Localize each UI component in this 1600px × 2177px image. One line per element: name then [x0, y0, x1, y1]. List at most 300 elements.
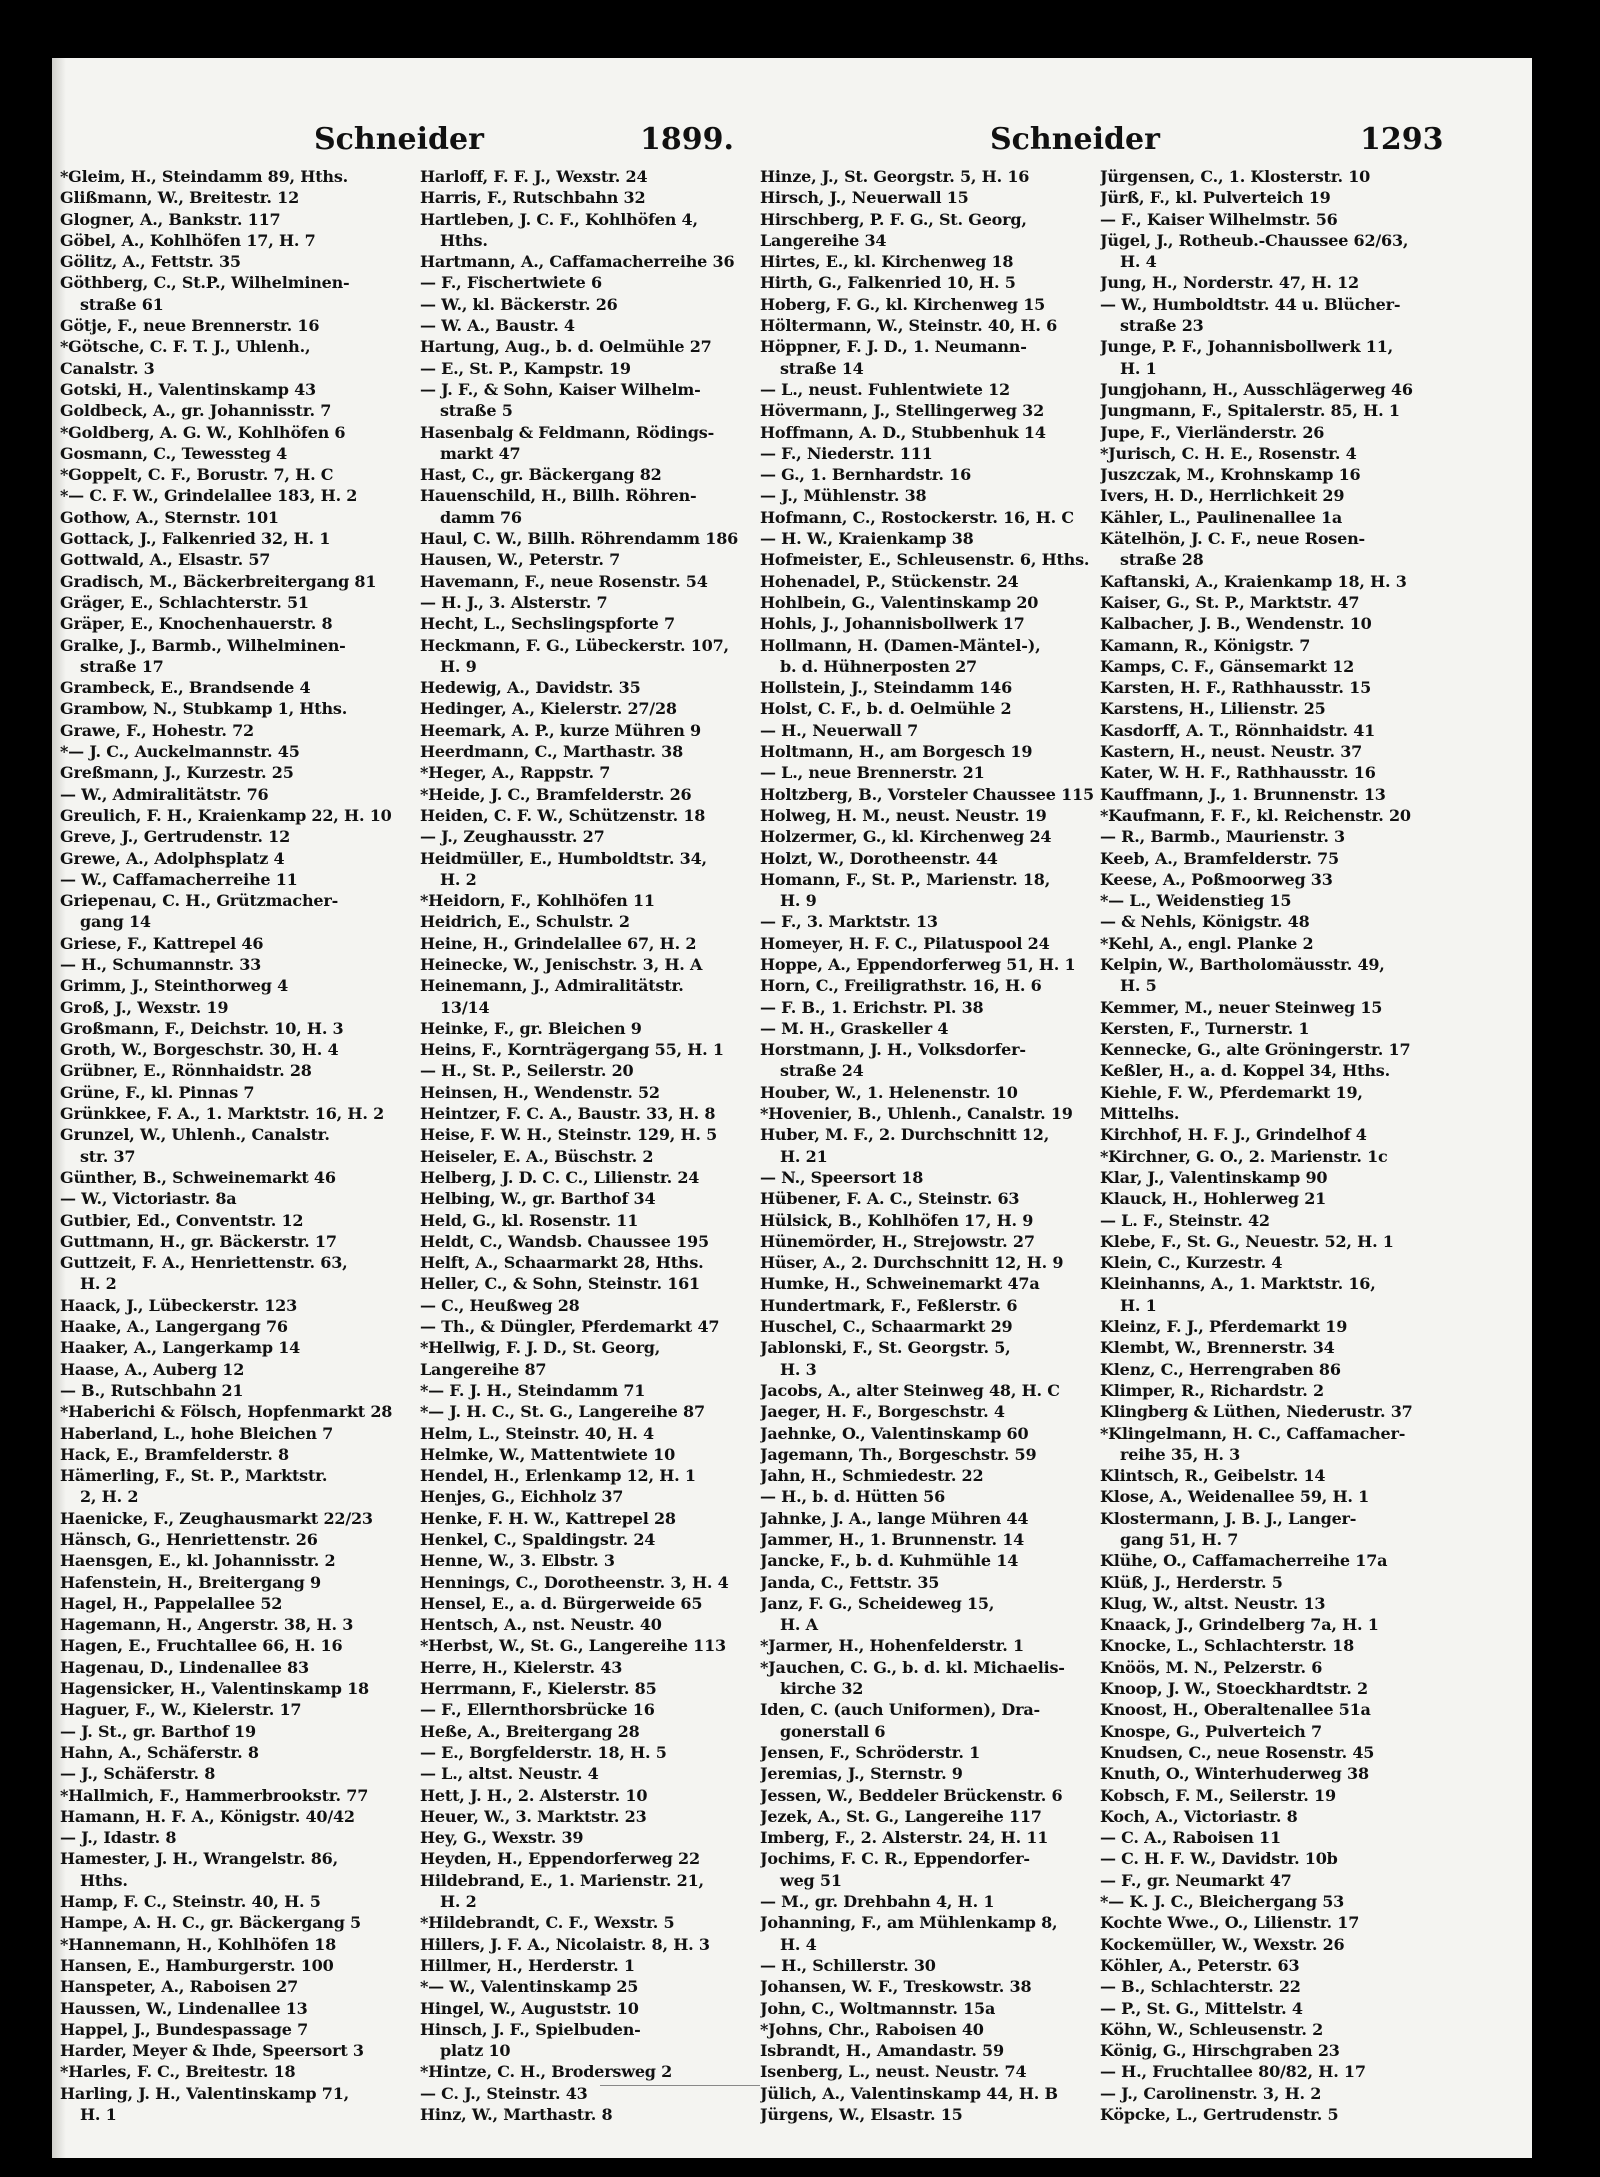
directory-entry: — N., Speersort 18 — [760, 1167, 924, 1187]
directory-entry: Grimm, J., Steinthorweg 4 — [60, 976, 289, 996]
directory-entry: Gräper, E., Knochenhauerstr. 8 — [60, 614, 333, 634]
directory-entry: — G., 1. Bernhardstr. 16 — [760, 465, 971, 485]
directory-entry: — W., Victoriastr. 8a — [60, 1189, 237, 1209]
directory-entry: Gräger, E., Schlachterstr. 51 — [60, 592, 309, 612]
directory-entry: Haack, J., Lübeckerstr. 123 — [60, 1295, 298, 1315]
directory-entry: Harloff, F. F. J., Wexstr. 24 — [420, 167, 648, 186]
directory-entry: Held, G., kl. Rosenstr. 11 — [420, 1210, 639, 1230]
directory-entry: *— L., Weidenstieg 15 — [1100, 891, 1292, 911]
directory-entry: — L., neue Brennerstr. 21 — [760, 763, 985, 783]
directory-entry: H. 2 — [440, 1892, 477, 1912]
directory-entry: Herre, H., Kielerstr. 43 — [420, 1657, 623, 1677]
directory-entry: — C. A., Raboisen 11 — [1100, 1828, 1281, 1848]
directory-entry: *Jarmer, H., Hohenfelderstr. 1 — [760, 1636, 1024, 1656]
directory-entry: Greßmann, J., Kurzestr. 25 — [60, 763, 294, 783]
directory-entry: Heinsen, H., Wendenstr. 52 — [420, 1082, 660, 1102]
directory-entry: Jürgens, W., Elsastr. 15 — [760, 2105, 963, 2125]
directory-entry: H. 2 — [440, 869, 477, 889]
directory-entry: Hinz, W., Marthastr. 8 — [420, 2105, 613, 2125]
directory-entry: Klein, C., Kurzestr. 4 — [1100, 1253, 1283, 1273]
page-header — [60, 122, 1530, 172]
directory-entry: *Haberichi & Fölsch, Hopfenmarkt 28 — [60, 1402, 393, 1422]
directory-entry: Haensgen, E., kl. Johannisstr. 2 — [60, 1551, 336, 1571]
directory-entry: Hofmeister, E., Schleusenstr. 6, Hths. — [760, 550, 1090, 570]
directory-column-4 — [1100, 166, 1440, 2125]
directory-column-2 — [420, 166, 760, 2125]
directory-entry: Hirsch, J., Neuerwall 15 — [760, 188, 969, 208]
directory-entry: Klimper, R., Richardstr. 2 — [1100, 1380, 1324, 1400]
directory-entry: — F. B., 1. Erichstr. Pl. 38 — [760, 997, 984, 1017]
directory-entry: str. 37 — [80, 1146, 136, 1166]
directory-entry: Glogner, A., Bankstr. 117 — [60, 209, 281, 229]
directory-entry: Göthberg, C., St.P., Wilhelminen- — [60, 273, 350, 293]
directory-entry: Mittelhs. — [1100, 1104, 1180, 1124]
directory-entry: Kochte Wwe., O., Lilienstr. 17 — [1100, 1913, 1360, 1933]
directory-entry: Klauck, H., Hohlerweg 21 — [1100, 1189, 1327, 1209]
directory-entry: *Jauchen, C. G., b. d. kl. Michaelis- — [760, 1657, 1065, 1677]
directory-entry: Herrmann, F., Kielerstr. 85 — [420, 1679, 657, 1699]
directory-entry: Hartung, Aug., b. d. Oelmühle 27 — [420, 337, 712, 357]
directory-entry: *Klingelmann, H. C., Caffamacher- — [1100, 1423, 1406, 1443]
directory-entry: — C. H. F. W., Davidstr. 10b — [1100, 1849, 1338, 1869]
directory-entry: Knudsen, C., neue Rosenstr. 45 — [1100, 1742, 1375, 1762]
directory-entry: Höltermann, W., Steinstr. 40, H. 6 — [760, 316, 1058, 336]
directory-entry: Haake, A., Langergang 76 — [60, 1317, 288, 1337]
directory-entry: Hamester, J. H., Wrangelstr. 86, — [60, 1849, 338, 1869]
directory-entry: — H., Schumannstr. 33 — [60, 954, 262, 974]
directory-entry: — & Nehls, Königstr. 48 — [1100, 912, 1310, 932]
directory-entry: Happel, J., Bundespassage 7 — [60, 2019, 309, 2039]
directory-entry: Helft, A., Schaarmarkt 28, Hths. — [420, 1253, 704, 1273]
directory-entry: Hamann, H. F. A., Königstr. 40/42 — [60, 1806, 355, 1826]
directory-entry: Hünemörder, H., Strejowstr. 27 — [760, 1231, 1035, 1251]
directory-entry: Kastern, H., neust. Neustr. 37 — [1100, 742, 1363, 762]
directory-entry: Kätelhön, J. C. F., neue Rosen- — [1100, 529, 1365, 549]
directory-entry: Hartmann, A., Caffamacherreihe 36 — [420, 252, 735, 272]
header-page-number: 1293 — [1360, 122, 1444, 157]
directory-entry: Haase, A., Auberg 12 — [60, 1359, 245, 1379]
directory-entry: Isenberg, L., neust. Neustr. 74 — [760, 2062, 1027, 2082]
directory-entry: Gutbier, Ed., Conventstr. 12 — [60, 1210, 304, 1230]
directory-entry: Jeremias, J., Sternstr. 9 — [760, 1764, 963, 1784]
directory-entry: Goldbeck, A., gr. Johannisstr. 7 — [60, 401, 332, 421]
directory-entry: Homeyer, H. F. C., Pilatuspool 24 — [760, 933, 1050, 953]
directory-entry: straße 14 — [780, 358, 864, 378]
directory-entry: Kobsch, F. M., Seilerstr. 19 — [1100, 1785, 1336, 1805]
directory-entry: Huschel, C., Schaarmarkt 29 — [760, 1317, 1013, 1337]
directory-entry: H. 1 — [1120, 358, 1157, 378]
directory-entry: *Goppelt, C. F., Borustr. 7, H. C — [60, 465, 334, 485]
directory-entry: Langereihe 87 — [420, 1359, 547, 1379]
directory-entry: H. 4 — [780, 1934, 817, 1954]
directory-entry: H. 5 — [1120, 976, 1157, 996]
directory-entry: Hinsch, J. F., Spielbuden- — [420, 2019, 641, 2039]
directory-entry: Homann, F., St. P., Marienstr. 18, — [760, 869, 1051, 889]
directory-entry: Hennings, C., Dorotheenstr. 3, H. 4 — [420, 1572, 729, 1592]
directory-entry: — P., St. G., Mittelstr. 4 — [1100, 1998, 1303, 2018]
directory-entry: — B., Schlachterstr. 22 — [1100, 1977, 1301, 1997]
directory-entry: *Johns, Chr., Raboisen 40 — [760, 2019, 984, 2039]
directory-entry: Johansen, W. F., Treskowstr. 38 — [760, 1977, 1032, 1997]
directory-entry: Jupe, F., Vierländerstr. 26 — [1100, 422, 1325, 442]
directory-entry: Kennecke, G., alte Gröningerstr. 17 — [1100, 1040, 1411, 1060]
directory-entry: Karsten, H. F., Rathhausstr. 15 — [1100, 678, 1372, 698]
directory-entry: Janda, C., Fettstr. 35 — [760, 1572, 940, 1592]
directory-entry: Groth, W., Borgeschstr. 30, H. 4 — [60, 1040, 339, 1060]
directory-entry: — W., Admiralitätstr. 76 — [60, 784, 269, 804]
directory-entry: Hövermann, J., Stellingerweg 32 — [760, 401, 1045, 421]
directory-entry: H. 1 — [1120, 1295, 1157, 1315]
directory-entry: Gradisch, M., Bäckerbreitergang 81 — [60, 571, 377, 591]
directory-entry: straße 61 — [80, 294, 164, 314]
directory-entry: — F., Fischertwiete 6 — [420, 273, 602, 293]
directory-entry: Jungmann, F., Spitalerstr. 85, H. 1 — [1100, 401, 1400, 421]
directory-entry: — M., gr. Drehbahn 4, H. 1 — [760, 1892, 995, 1912]
directory-entry: *Hovenier, B., Uhlenh., Canalstr. 19 — [760, 1104, 1073, 1124]
directory-entry: *Kaufmann, F. F., kl. Reichenstr. 20 — [1100, 805, 1411, 825]
directory-entry: damm 76 — [440, 507, 522, 527]
directory-entry: Hack, E., Bramfelderstr. 8 — [60, 1444, 289, 1464]
directory-entry: Hedinger, A., Kielerstr. 27/28 — [420, 699, 677, 719]
directory-entry: Kähler, L., Paulinenallee 1a — [1100, 507, 1343, 527]
directory-entry: — F., 3. Marktstr. 13 — [760, 912, 938, 932]
directory-entry: Hahn, A., Schäferstr. 8 — [60, 1742, 259, 1762]
directory-entry: Canalstr. 3 — [60, 358, 155, 378]
directory-entry: — C. J., Steinstr. 43 — [420, 2083, 588, 2103]
directory-entry: — J. F., & Sohn, Kaiser Wilhelm- — [420, 379, 701, 399]
directory-entry: Grünkkee, F. A., 1. Marktstr. 16, H. 2 — [60, 1104, 385, 1124]
directory-entry: — M. H., Graskeller 4 — [760, 1018, 949, 1038]
directory-entry: Heins, F., Kornträgergang 55, H. 1 — [420, 1040, 724, 1060]
directory-entry: — F., gr. Neumarkt 47 — [1100, 1870, 1292, 1890]
directory-entry: Holzt, W., Dorotheenstr. 44 — [760, 848, 998, 868]
directory-entry: Havemann, F., neue Rosenstr. 54 — [420, 571, 708, 591]
directory-entry: Isbrandt, H., Amandastr. 59 — [760, 2041, 1004, 2061]
directory-entry: Hollmann, H. (Damen-Mäntel-), — [760, 635, 1041, 655]
directory-entry: Kockemüller, W., Wexstr. 26 — [1100, 1934, 1345, 1954]
directory-entry: straße 23 — [1120, 316, 1204, 336]
directory-entry: *— C. F. W., Grindelallee 183, H. 2 — [60, 486, 358, 506]
directory-entry: H. 1 — [80, 2105, 117, 2125]
directory-entry: — W. A., Baustr. 4 — [420, 316, 575, 336]
directory-entry: *Hallmich, F., Hammerbrookstr. 77 — [60, 1785, 369, 1805]
directory-entry: Juszczak, M., Krohnskamp 16 — [1100, 465, 1361, 485]
directory-entry: Haberland, L., hohe Bleichen 7 — [60, 1423, 334, 1443]
directory-entry: *Herbst, W., St. G., Langereihe 113 — [420, 1636, 726, 1656]
directory-entry: Helm, L., Steinstr. 40, H. 4 — [420, 1423, 654, 1443]
directory-entry: Heintzer, F. C. A., Baustr. 33, H. 8 — [420, 1104, 716, 1124]
directory-entry: Göbel, A., Kohlhöfen 17, H. 7 — [60, 230, 316, 250]
directory-entry: Grambow, N., Stubkamp 1, Hths. — [60, 699, 348, 719]
directory-entry: Klebe, F., St. G., Neuestr. 52, H. 1 — [1100, 1231, 1394, 1251]
footer-rule — [600, 2085, 760, 2086]
directory-entry: *Kehl, A., engl. Planke 2 — [1100, 933, 1314, 953]
directory-entry: Horstmann, J. H., Volksdorfer- — [760, 1040, 1026, 1060]
directory-entry: H. A — [780, 1615, 818, 1635]
directory-column-1 — [60, 166, 400, 2125]
directory-entry: Janz, F. G., Scheideweg 15, — [760, 1593, 995, 1613]
directory-entry: Heinke, F., gr. Bleichen 9 — [420, 1018, 642, 1038]
directory-entry: *— J. C., Auckelmannstr. 45 — [60, 742, 300, 762]
directory-entry: Gottack, J., Falkenried 32, H. 1 — [60, 529, 331, 549]
directory-entry: Jablonski, F., St. Georgstr. 5, — [760, 1338, 1011, 1358]
directory-entry: Hagenau, D., Lindenallee 83 — [60, 1657, 309, 1677]
directory-entry: b. d. Hühnerposten 27 — [780, 656, 977, 676]
directory-entry: — L. F., Steinstr. 42 — [1100, 1210, 1270, 1230]
directory-entry: Heckmann, F. G., Lübeckerstr. 107, — [420, 635, 729, 655]
directory-entry: Heerdmann, C., Marthastr. 38 — [420, 742, 684, 762]
directory-entry: Hildebrand, E., 1. Marienstr. 21, — [420, 1870, 704, 1890]
directory-entry: Höppner, F. J. D., 1. Neumann- — [760, 337, 1027, 357]
directory-entry: 2, H. 2 — [80, 1487, 139, 1507]
directory-entry: — L., altst. Neustr. 4 — [420, 1764, 599, 1784]
directory-entry: H. 9 — [780, 891, 817, 911]
directory-entry: Hoppe, A., Eppendorferweg 51, H. 1 — [760, 954, 1076, 974]
directory-entry: gang 51, H. 7 — [1120, 1530, 1239, 1549]
directory-entry: Grambeck, E., Brandsende 4 — [60, 678, 311, 698]
directory-entry: Klenz, C., Herrengraben 86 — [1100, 1359, 1341, 1379]
directory-entry: Hamp, F. C., Steinstr. 40, H. 5 — [60, 1892, 321, 1912]
directory-entry: — J., Idastr. 8 — [60, 1828, 177, 1848]
directory-entry: — C., Heußweg 28 — [420, 1295, 580, 1315]
directory-entry: Jagemann, Th., Borgeschstr. 59 — [760, 1444, 1037, 1464]
directory-entry: Kleinhanns, A., 1. Marktstr. 16, — [1100, 1274, 1376, 1294]
directory-entry: Holtmann, H., am Borgesch 19 — [760, 742, 1033, 762]
directory-entry: Jancke, F., b. d. Kuhmühle 14 — [760, 1551, 1019, 1571]
directory-entry: Keßler, H., a. d. Koppel 34, Hths. — [1100, 1061, 1390, 1081]
directory-entry: Hillmer, H., Herderstr. 1 — [420, 1955, 635, 1975]
directory-entry: Hey, G., Wexstr. 39 — [420, 1828, 584, 1848]
directory-entry: Hasenbalg & Feldmann, Rödings- — [420, 422, 715, 442]
directory-entry: Helmke, W., Mattentwiete 10 — [420, 1444, 675, 1464]
directory-entry: Griepenau, C. H., Grützmacher- — [60, 891, 339, 911]
directory-entry: Jensen, F., Schröderstr. 1 — [760, 1742, 981, 1762]
directory-entry: straße 5 — [440, 401, 513, 421]
directory-entry: Klembt, W., Brennerstr. 34 — [1100, 1338, 1335, 1358]
directory-entry: Götje, F., neue Brennerstr. 16 — [60, 316, 320, 336]
directory-entry: Heuer, W., 3. Marktstr. 23 — [420, 1806, 647, 1826]
directory-entry: Hafenstein, H., Breitergang 9 — [60, 1572, 321, 1592]
directory-entry: Hollstein, J., Steindamm 146 — [760, 678, 1013, 698]
directory-entry: Klar, J., Valentinskamp 90 — [1100, 1167, 1328, 1187]
directory-entry: Hanspeter, A., Raboisen 27 — [60, 1977, 299, 1997]
directory-entry: straße 28 — [1120, 550, 1204, 570]
directory-column-3 — [760, 166, 1100, 2125]
directory-entry: Klug, W., altst. Neustr. 13 — [1100, 1593, 1326, 1613]
directory-entry: Hinze, J., St. Georgstr. 5, H. 16 — [760, 167, 1030, 186]
directory-entry: Grübner, E., Rönnhaidstr. 28 — [60, 1061, 312, 1081]
directory-entry: *— F. J. H., Steindamm 71 — [420, 1380, 646, 1400]
directory-entry: Knoop, J. W., Stoeckhardtstr. 2 — [1100, 1679, 1368, 1699]
directory-entry: Hundertmark, F., Feßlerstr. 6 — [760, 1295, 1018, 1315]
directory-entry: *Heidorn, F., Kohlhöfen 11 — [420, 891, 655, 911]
directory-entry: — F., Kaiser Wilhelmstr. 56 — [1100, 209, 1338, 229]
directory-entry: Großmann, F., Deichstr. 10, H. 3 — [60, 1018, 344, 1038]
directory-entry: Holweg, H. M., neust. Neustr. 19 — [760, 805, 1047, 825]
directory-entry: *Hintze, C. H., Brodersweg 2 — [420, 2062, 673, 2082]
directory-entry: H. 21 — [780, 1146, 828, 1166]
directory-entry: Knospe, G., Pulverteich 7 — [1100, 1721, 1322, 1741]
directory-entry: — J., Mühlenstr. 38 — [760, 486, 927, 506]
directory-entry: Hett, J. H., 2. Alsterstr. 10 — [420, 1785, 648, 1805]
directory-entry: Hauenschild, H., Billh. Röhren- — [420, 486, 697, 506]
directory-entry: Johanning, F., am Mühlenkamp 8, — [760, 1913, 1058, 1933]
directory-entry: Jungjohann, H., Ausschlägerweg 46 — [1100, 379, 1413, 399]
directory-entry: Hirschberg, P. F. G., St. Georg, — [760, 209, 1027, 229]
directory-entry: Heemark, A. P., kurze Mühren 9 — [420, 720, 701, 740]
directory-entry: Jügel, J., Rotheub.-Chaussee 62/63, — [1100, 230, 1409, 250]
directory-entry: Henke, F. H. W., Kattrepel 28 — [420, 1508, 676, 1528]
header-left-title: Schneider — [314, 122, 484, 157]
directory-entry: Hartleben, J. C. F., Kohlhöfen 4, — [420, 209, 698, 229]
directory-entry: Gotski, H., Valentinskamp 43 — [60, 379, 316, 399]
directory-entry: Kauffmann, J., 1. Brunnenstr. 13 — [1100, 784, 1386, 804]
directory-entry: Hths. — [80, 1870, 128, 1890]
directory-entry: — W., Humboldtstr. 44 u. Blücher- — [1100, 294, 1401, 314]
directory-entry: Jammer, H., 1. Brunnenstr. 14 — [760, 1530, 1025, 1549]
directory-entry: H. 3 — [780, 1359, 817, 1379]
directory-entry: Heine, H., Grindelallee 67, H. 2 — [420, 933, 697, 953]
directory-entry: Koch, A., Victoriastr. 8 — [1100, 1806, 1298, 1826]
directory-entry: Hentsch, A., nst. Neustr. 40 — [420, 1615, 662, 1635]
directory-entry: Köhler, A., Peterstr. 63 — [1100, 1955, 1300, 1975]
directory-entry: gang 14 — [80, 912, 151, 932]
directory-entry: Hohenadel, P., Stückenstr. 24 — [760, 571, 1019, 591]
directory-entry: Hoberg, F. G., kl. Kirchenweg 15 — [760, 294, 1046, 314]
directory-entry: straße 24 — [780, 1061, 864, 1081]
directory-entry: Jaeger, H. F., Borgeschstr. 4 — [760, 1402, 1005, 1422]
directory-entry: Hofmann, C., Rostockerstr. 16, H. C — [760, 507, 1074, 527]
directory-entry: Hingel, W., Auguststr. 10 — [420, 1998, 639, 2018]
directory-entry: *— J. H. C., St. G., Langereihe 87 — [420, 1402, 705, 1422]
directory-entry: Harder, Meyer & Ihde, Speersort 3 — [60, 2041, 364, 2061]
directory-entry: Kalbacher, J. B., Wendenstr. 10 — [1100, 614, 1372, 634]
directory-entry: Helbing, W., gr. Barthof 34 — [420, 1189, 656, 1209]
directory-entry: Kaiser, G., St. P., Marktstr. 47 — [1100, 592, 1360, 612]
directory-entry: Jezek, A., St. G., Langereihe 117 — [760, 1806, 1042, 1826]
directory-entry: — H., St. P., Seilerstr. 20 — [420, 1061, 634, 1081]
directory-entry: Jahnke, J. A., lange Mühren 44 — [760, 1508, 1029, 1528]
directory-entry: Knuth, O., Winterhuderweg 38 — [1100, 1764, 1369, 1784]
directory-entry: — B., Rutschbahn 21 — [60, 1380, 244, 1400]
directory-entry: — J., Schäferstr. 8 — [60, 1764, 216, 1784]
directory-entry: Ivers, H. D., Herrlichkeit 29 — [1100, 486, 1345, 506]
directory-entry: Hirtes, E., kl. Kirchenweg 18 — [760, 252, 1014, 272]
directory-entry: *— K. J. C., Bleichergang 53 — [1100, 1892, 1345, 1912]
directory-entry: Hülsick, B., Kohlhöfen 17, H. 9 — [760, 1210, 1034, 1230]
directory-entry: Hendel, H., Erlenkamp 12, H. 1 — [420, 1466, 696, 1486]
directory-entry: Jürgensen, C., 1. Klosterstr. 10 — [1100, 167, 1371, 186]
directory-entry: 13/14 — [440, 997, 490, 1017]
directory-entry: Haaker, A., Langerkamp 14 — [60, 1338, 301, 1358]
directory-entry: Grunzel, W., Uhlenh., Canalstr. — [60, 1125, 330, 1145]
directory-entry: — H., b. d. Hütten 56 — [760, 1487, 946, 1507]
directory-entry: Holtzberg, B., Vorsteler Chaussee 115 — [760, 784, 1094, 804]
directory-entry: Hohlbein, G., Valentinskamp 20 — [760, 592, 1039, 612]
directory-entry: Grüne, F., kl. Pinnas 7 — [60, 1082, 255, 1102]
directory-entry: Gralke, J., Barmb., Wilhelminen- — [60, 635, 346, 655]
directory-entry: — H., Fruchtallee 80/82, H. 17 — [1100, 2062, 1366, 2082]
directory-entry: Hausen, W., Peterstr. 7 — [420, 550, 621, 570]
directory-entry: *Harles, F. C., Breitestr. 18 — [60, 2062, 296, 2082]
directory-entry: platz 10 — [440, 2041, 511, 2061]
directory-entry: Jülich, A., Valentinskamp 44, H. B — [760, 2083, 1058, 2103]
directory-entry: Houber, W., 1. Helenenstr. 10 — [760, 1082, 1018, 1102]
directory-entry: Kater, W. H. F., Rathhausstr. 16 — [1100, 763, 1376, 783]
directory-entry: Knaack, J., Grindelberg 7a, H. 1 — [1100, 1615, 1379, 1635]
directory-entry: Heidmüller, E., Humboldtstr. 34, — [420, 848, 707, 868]
directory-entry: Knöös, M. N., Pelzerstr. 6 — [1100, 1657, 1323, 1677]
directory-entry: Grewe, A., Adolphsplatz 4 — [60, 848, 285, 868]
directory-entry: — H., Neuerwall 7 — [760, 720, 919, 740]
directory-entry: *— W., Valentinskamp 25 — [420, 1977, 639, 1997]
directory-entry: Imberg, F., 2. Alsterstr. 24, H. 11 — [760, 1828, 1049, 1848]
directory-entry: Knoost, H., Oberaltenallee 51a — [1100, 1700, 1371, 1720]
directory-entry: Hagen, E., Fruchtallee 66, H. 16 — [60, 1636, 343, 1656]
directory-entry: Heiseler, E. A., Büschstr. 2 — [420, 1146, 654, 1166]
directory-entry: — L., neust. Fuhlentwiete 12 — [760, 379, 1010, 399]
directory-entry: Klingberg & Lüthen, Niederustr. 37 — [1100, 1402, 1413, 1422]
directory-entry: Kleinz, F. J., Pferdemarkt 19 — [1100, 1317, 1348, 1337]
directory-entry: Klüß, J., Herderstr. 5 — [1100, 1572, 1283, 1592]
directory-entry: *Goldberg, A. G. W., Kohlhöfen 6 — [60, 422, 346, 442]
directory-entry: Greve, J., Gertrudenstr. 12 — [60, 827, 291, 847]
directory-entry: Hämerling, F., St. P., Marktstr. — [60, 1466, 328, 1486]
directory-entry: Humke, H., Schweinemarkt 47a — [760, 1274, 1040, 1294]
directory-entry: Helberg, J. D. C. C., Lilienstr. 24 — [420, 1167, 700, 1187]
directory-entry: Gosmann, C., Tewessteg 4 — [60, 443, 288, 463]
directory-entry: Hagensicker, H., Valentinskamp 18 — [60, 1679, 369, 1699]
directory-entry: Harling, J. H., Valentinskamp 71, — [60, 2083, 350, 2103]
directory-entry: Jacobs, A., alter Steinweg 48, H. C — [760, 1380, 1060, 1400]
directory-entry: Gottwald, A., Elsastr. 57 — [60, 550, 271, 570]
directory-entry: — J., Zeughausstr. 27 — [420, 827, 605, 847]
directory-entry: — H. J., 3. Alsterstr. 7 — [420, 592, 608, 612]
directory-entry: Heinemann, J., Admiralitätstr. — [420, 976, 684, 996]
directory-entry: Hagemann, H., Angerstr. 38, H. 3 — [60, 1615, 354, 1635]
directory-entry: H. 4 — [1120, 252, 1157, 272]
directory-entry: Kamann, R., Königstr. 7 — [1100, 635, 1311, 655]
directory-entry: Keeb, A., Bramfelderstr. 75 — [1100, 848, 1339, 868]
directory-entry: *Hannemann, H., Kohlhöfen 18 — [60, 1934, 337, 1954]
directory-entry: Keese, A., Poßmoorweg 33 — [1100, 869, 1333, 889]
directory-entry: Köhn, W., Schleusenstr. 2 — [1100, 2019, 1324, 2039]
directory-entry: Heise, F. W. H., Steinstr. 129, H. 5 — [420, 1125, 718, 1145]
directory-entry: reihe 35, H. 3 — [1120, 1444, 1241, 1464]
directory-entry: Haguer, F., W., Kielerstr. 17 — [60, 1700, 302, 1720]
directory-entry: Heldt, C., Wandsb. Chaussee 195 — [420, 1231, 709, 1251]
directory-entry: *Gleim, H., Steindamm 89, Hths. — [60, 167, 349, 186]
directory-entry: kirche 32 — [780, 1679, 864, 1699]
directory-entry: Hüser, A., 2. Durchschnitt 12, H. 9 — [760, 1253, 1064, 1273]
directory-entry: Henkel, C., Spaldingstr. 24 — [420, 1530, 656, 1549]
directory-entry: Heller, C., & Sohn, Steinstr. 161 — [420, 1274, 700, 1294]
directory-entry: straße 17 — [80, 656, 164, 676]
directory-entry: — W., Caffamacherreihe 11 — [60, 869, 298, 889]
header-year: 1899. — [640, 122, 734, 157]
directory-entry: Harris, F., Rutschbahn 32 — [420, 188, 646, 208]
directory-entry: Guttzeit, F. A., Henriettenstr. 63, — [60, 1253, 348, 1273]
directory-entry: Jahn, H., Schmiedestr. 22 — [760, 1466, 984, 1486]
directory-entry: — Th., & Düngler, Pferdemarkt 47 — [420, 1317, 720, 1337]
directory-entry: *Heger, A., Rappstr. 7 — [420, 763, 611, 783]
directory-entry: Heidrich, E., Schulstr. 2 — [420, 912, 630, 932]
directory-entry: Gothow, A., Sternstr. 101 — [60, 507, 279, 527]
directory-entry: Guttmann, H., gr. Bäckerstr. 17 — [60, 1231, 337, 1251]
directory-entry: Kasdorff, A. T., Rönnhaidstr. 41 — [1100, 720, 1376, 740]
directory-entry: Heinecke, W., Jenischstr. 3, H. A — [420, 954, 703, 974]
directory-entry: markt 47 — [440, 443, 521, 463]
